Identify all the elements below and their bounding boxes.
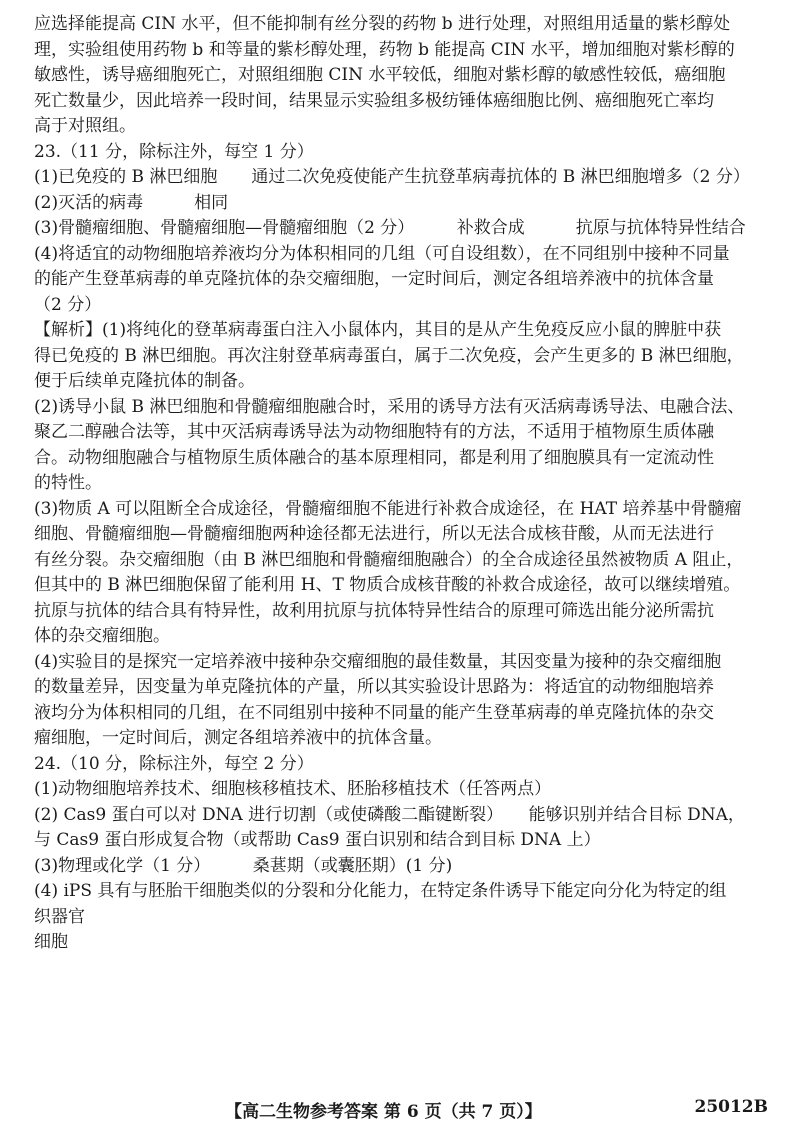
text-line: 死亡数量少，因此培养一段时间，结果显示实验组多极纺锤体癌细胞比例、癌细胞死亡率均 [34,90,714,111]
text-line: 瘤细胞，一定时间后，测定各组培养液中的抗体含量。 [34,728,442,748]
text-line: (2)诱导小鼠 B 淋巴细胞和骨髓瘤细胞融合时，采用的诱导方法有灭活病毒诱导法、电融合法、 [34,396,745,417]
text-line: (2)灭活的病毒 相同 [34,192,229,213]
text-line: 抗原与抗体的结合具有特异性，故利用抗原与抗体特异性结合的原理可筛选出能分泌所需抗 [34,600,714,621]
text-line: (4)实验目的是探究一定培养液中接种杂交瘤细胞的最佳数量，其因变量为接种的杂交瘤细胞 [34,651,722,672]
page-footer [0,1097,800,1123]
text-line: 的数量差异，因变量为单克隆抗体的产量，所以其实验设计思路为：将适宜的动物细胞培养 [34,677,714,697]
text-line: 23.（11 分，除标注外，每空 1 分） [34,141,314,162]
text-line: 液均分为体积相同的几组，在不同组别中接种不同量的能产生登革病毒的单克隆抗体的杂交 [34,702,714,723]
text-line: 织器官 [34,906,85,927]
text-line: 【解析】(1)将纯化的登革病毒蛋白注入小鼠体内，其目的是从产生免疫反应小鼠的脾脏中获 [34,320,722,340]
text-line: (3)物理或化学（1 分） 桑葚期（或囊胚期）(1 分) [34,855,453,876]
text-line: (4)将适宜的动物细胞培养液均分为体积相同的几组（可自设组数），在不同组别中接种不同量 [34,243,730,264]
text-line: (1)动物细胞培养技术、细胞核移植技术、胚胎移植技术（任答两点） [34,779,552,799]
text-line: (3)骨髓瘤细胞、骨髓瘤细胞—骨髓瘤细胞（2 分） 补救合成 抗原与抗体特异性结合 [34,218,746,238]
text-line: 聚乙二醇融合法等，其中灭活病毒诱导法为动物细胞特有的方法，不适用于植物原生质体融 [34,422,714,442]
text-line: 高于对照组。 [34,116,136,136]
text-line: 与 Cas9 蛋白形成复合物（或帮助 Cas9 蛋白识别和结合到目标 DNA 上） [34,830,601,850]
text-line: 得已免疫的 B 淋巴细胞。再次注射登革病毒蛋白，属于二次免疫，会产生更多的 B 淋巴细胞， [34,345,744,366]
page-number-label: 【高二生物参考答案 第 6 页（共 7 页）】 [225,1102,542,1122]
text-line: 细胞 [34,932,68,952]
text-line: 便于后续单克隆抗体的制备。 [34,371,255,391]
text-line: (4) iPS 具有与胚胎干细胞类似的分裂和分化能力，在特定条件诱导下能定向分化为特定的组 [34,881,727,901]
text-line: 理，实验组使用药物 b 和等量的紫杉醇处理，药物 b 能提高 CIN 水平，增加细胞对紫杉醇的 [34,39,735,60]
text-line: 的特性。 [34,473,102,493]
text-line: 敏感性，诱导癌细胞死亡，对照组细胞 CIN 水平较低，细胞对紫杉醇的敏感性较低，癌细胞 [34,65,726,85]
text-line: 24.（10 分，除标注外，每空 2 分） [34,753,314,774]
text-line: (3)物质 A 可以阻断全合成途径，骨髓瘤细胞不能进行补救合成途径，在 HAT 培养基中骨髓瘤 [34,498,742,519]
text-line: 体的杂交瘤细胞。 [34,626,170,646]
text-line: (2) Cas9 蛋白可以对 DNA 进行切割（或使磷酸二酯键断裂） 能够识别并结合目标 DNA， [34,804,745,825]
text-line: 细胞、骨髓瘤细胞—骨髓瘤细胞两种途径都无法进行，所以无法合成核苷酸，从而无法进行 [34,524,714,544]
text-line: 合。动物细胞融合与植物原生质体融合的基本原理相同，都是利用了细胞膜具有一定流动性 [34,447,714,468]
text-line: （2 分） [34,294,102,315]
text-line: 有丝分裂。杂交瘤细胞（由 B 淋巴细胞和骨髓瘤细胞融合）的全合成途径虽然被物质 A 阻止， [34,549,744,570]
text-line: (1)已免疫的 B 淋巴细胞 通过二次免疫使能产生抗登革病毒抗体的 B 淋巴细胞增多（2 分） [34,167,750,187]
text-line: 应选择能提高 CIN 水平，但不能抑制有丝分裂的药物 b 进行处理，对照组用适量的紫杉醇处 [34,14,731,34]
exam-code: 25012B [694,1097,768,1117]
text-line: 的能产生登革病毒的单克隆抗体的杂交瘤细胞，一定时间后，测定各组培养液中的抗体含量 [34,269,714,289]
answer-body [34,12,772,956]
text-line: 但其中的 B 淋巴细胞保留了能利用 H、T 物质合成核苷酸的补救合成途径，故可以继续增殖。 [34,575,741,595]
